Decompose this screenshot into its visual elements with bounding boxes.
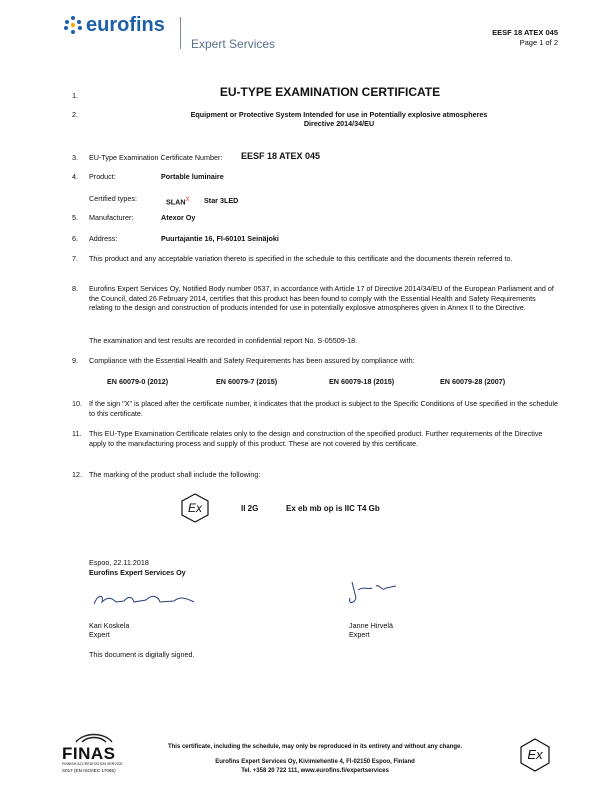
header-page-number: Page 1 of 2 <box>519 38 558 47</box>
item-number-1: 1. <box>72 91 78 100</box>
equipment-line-1: Equipment or Protective System Intended for use in Potentially explosive atmospheres <box>190 110 488 119</box>
signer-2-name: Janne Hirvelä <box>349 621 393 630</box>
item-number-5: 5. <box>72 213 78 222</box>
header-cert-ref: EESF 18 ATEX 045 <box>492 28 558 37</box>
product-label: Product: <box>89 172 116 181</box>
eurofins-logo <box>64 14 184 36</box>
finas-emblem-icon <box>74 730 114 744</box>
paragraph-8: Eurofins Expert Services Oy, Notified Body number 0537, in accordance with Article 17 of Directive 2014/34/EU of the European Parliament and of the Council, dated 26 February 2014, certifies that this product has been found to comply with the Essential Health and Safety Requirements relating to the design and construction of products intended for use in potentially explosive atmospheres given in Annex II to the Directive. <box>89 284 554 312</box>
item-number-8: 8. <box>72 284 78 293</box>
footer-ex-label: Ex <box>527 747 543 762</box>
manufacturer-label: Manufacturer: <box>89 213 134 222</box>
item-number-2: 2. <box>72 110 78 119</box>
item-number-4: 4. <box>72 172 78 181</box>
paragraph-10: If the sign "X" is placed after the certificate number, it indicates that the product is subject to the Specific Conditions of Use specified in the schedule to this certificate. <box>89 399 558 418</box>
eurofins-dots-icon <box>64 16 82 34</box>
item-number-9: 9. <box>72 356 78 365</box>
marking-code: Ex eb mb op is IIC T4 Gb <box>286 504 380 513</box>
type-1-name: SLAN <box>166 197 186 207</box>
footer-ex-hexagon-icon <box>519 738 551 772</box>
standard-1: EN 60079-0 (2012) <box>107 377 169 386</box>
certified-type-2: Star 3LED <box>204 196 239 205</box>
ex-hexagon-icon <box>180 493 210 523</box>
item-number-6: 6. <box>72 234 78 243</box>
signature-1-image <box>90 590 200 615</box>
division-name: Expert Services <box>191 37 276 51</box>
paragraph-8-report: The examination and test results are recorded in confidential report No. S-05509-18. <box>89 336 358 345</box>
header-divider <box>180 17 181 49</box>
certified-type-1 <box>166 196 190 206</box>
finas-subtitle-1: FINNISH ACCREDITATION SERVICE <box>62 762 123 766</box>
finas-wordmark: FINAS <box>62 744 116 763</box>
standard-4: EN 60079-28 (2007) <box>440 377 506 386</box>
signing-company: Eurofins Expert Services Oy <box>89 568 186 577</box>
item-number-11: 11. <box>72 429 82 438</box>
signer-2-role: Expert <box>349 630 370 639</box>
footer-contact: Tel. +358 20 722 111, www.eurofins.fi/expertservices <box>241 768 389 774</box>
address-label: Address: <box>89 234 118 243</box>
item-number-10: 10. <box>72 399 82 408</box>
standard-2: EN 60079-7 (2015) <box>216 377 278 386</box>
signature-2-image <box>346 578 406 613</box>
certified-types-label: Certified types: <box>89 194 137 203</box>
item-number-7: 7. <box>72 254 78 263</box>
equipment-line-2: Directive 2014/34/EU <box>303 119 375 128</box>
item-number-12: 12. <box>72 470 82 479</box>
paragraph-9: Compliance with the Essential Health and Safety Requirements has been assured by compliance with: <box>89 356 415 365</box>
signer-1-name: Kari Koskela <box>89 621 130 630</box>
finas-logo <box>62 730 132 778</box>
manufacturer-value: Atexor Oy <box>161 213 196 222</box>
type-1-superscript: X <box>185 197 190 203</box>
footer-reproduction-note: This certificate, including the schedule, may only be reproduced in its entirety and without any change. <box>167 744 463 750</box>
signer-1-role: Expert <box>89 630 110 639</box>
cert-number-label: EU-Type Examination Certificate Number: <box>89 153 223 162</box>
eurofins-wordmark: eurofins <box>86 14 165 36</box>
digital-signature-note: This document is digitally signed. <box>89 650 195 659</box>
product-value: Portable luminaire <box>161 172 224 181</box>
cert-number: EESF 18 ATEX 045 <box>241 151 321 161</box>
address-value: Puurtajantie 16, FI-60101 Seinäjoki <box>161 234 279 243</box>
place-date: Espoo, 22.11.2018 <box>89 558 149 567</box>
page-title: EU-TYPE EXAMINATION CERTIFICATE <box>219 85 441 99</box>
paragraph-7: This product and any acceptable variation thereto is specified in the schedule to this certificate and the documents therein referred to. <box>89 254 513 263</box>
finas-subtitle-2: S017 (EN ISO/IEC 17065) <box>62 768 116 773</box>
paragraph-12: The marking of the product shall include the following: <box>89 470 261 479</box>
item-number-3: 3. <box>72 153 78 162</box>
marking-group: II 2G <box>241 504 259 513</box>
paragraph-11: This EU-Type Examination Certificate relates only to the design and construction of the specified product. Further requirements of the Directive apply to the manufacturing process and supply of this product. These are not covered by this certificate. <box>89 429 543 448</box>
footer-address: Eurofins Expert Services Oy, Kivimiehentie 4, FI-02150 Espoo, Finland <box>215 759 415 765</box>
ex-hexagon-label: Ex <box>187 501 202 515</box>
standard-3: EN 60079-18 (2015) <box>329 377 395 386</box>
